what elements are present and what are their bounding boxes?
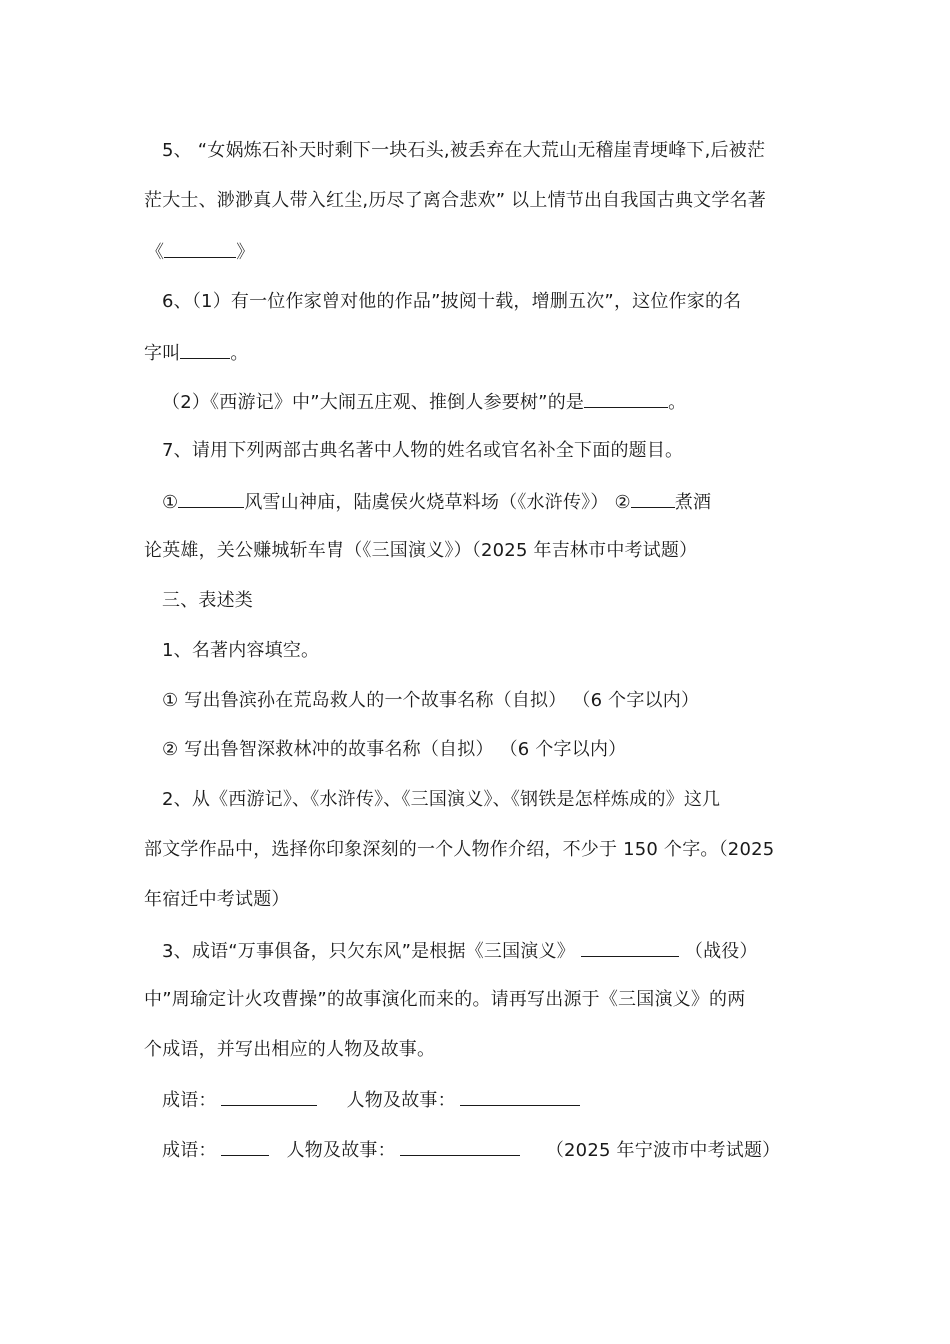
section-heading: 三、表述类 <box>162 590 253 611</box>
s3-q3-line-1 <box>162 938 758 964</box>
story-label: 人物及故事： <box>346 1090 456 1111</box>
answer-row-1 <box>162 1087 580 1113</box>
q5-line-3 <box>146 239 254 265</box>
s3-q2-line-3: 年宿迁中考试题） <box>144 889 290 910</box>
s3-q2-line-2: 部文学作品中，选择你印象深刻的一个人物作介绍，不少于 150 个字。（2025 <box>144 839 775 860</box>
story-label: 人物及故事： <box>286 1140 396 1161</box>
answer-blank[interactable] <box>164 239 236 258</box>
q7-line-3: 论英雄，关公赚城斩车胄（《三国演义》）（2025 年吉林市中考试题） <box>144 540 698 561</box>
s3-q1-title: 1、名著内容填空。 <box>162 640 320 661</box>
q6-line-2-end: 。 <box>230 343 249 364</box>
source-note: （2025 年宁波市中考试题） <box>545 1140 781 1161</box>
story-blank[interactable] <box>460 1087 580 1106</box>
s3-q3-line-1-b: （战役） <box>684 941 758 962</box>
answer-blank[interactable] <box>581 938 679 957</box>
s3-q3-line-1-a: 3、成语“万事俱备，只欠东风”是根据《三国演义》 <box>162 941 575 962</box>
q7-line-2-b: 风雪山神庙，陆虞侯火烧草料场（《水浒传》） ② <box>244 492 631 513</box>
s3-q1-item-2: ② 写出鲁智深救林冲的故事名称（自拟） （6 个字以内） <box>162 739 627 760</box>
q6-sub-2-text: （2）《西游记》中”大闹五庄观、推倒人参要树”的是 <box>162 392 585 413</box>
idiom-label: 成语： <box>162 1140 217 1161</box>
q7-line-2-c: 煮酒 <box>674 492 712 513</box>
s3-q2-line-1: 2、从《西游记》、《水浒传》、《三国演义》、《钢铁是怎样炼成的》这几 <box>162 789 721 810</box>
book-title-close: 》 <box>236 242 255 263</box>
answer-blank[interactable] <box>178 489 244 508</box>
story-blank[interactable] <box>400 1137 520 1156</box>
q5-line-1: 5、 “女娲炼石补天时剩下一块石头,被丢弃在大荒山无稽崖青埂峰下,后被茫 <box>162 140 766 161</box>
idiom-blank[interactable] <box>221 1137 269 1156</box>
q6-sub-2-end: 。 <box>668 392 687 413</box>
answer-blank[interactable] <box>584 389 668 408</box>
q5-line-2: 茫大士、渺渺真人带入红尘,历尽了离合悲欢” 以上情节出自我国古典文学名著 <box>144 190 766 211</box>
q6-line-1: 6、（1）有一位作家曾对他的作品”披阅十载，增删五次”，这位作家的名 <box>162 291 742 312</box>
answer-blank[interactable] <box>180 340 230 359</box>
q7-line-1: 7、请用下列两部古典名著中人物的姓名或官名补全下面的题目。 <box>162 440 684 461</box>
q6-line-2 <box>144 340 249 366</box>
idiom-blank[interactable] <box>221 1087 317 1106</box>
q6-sub-2 <box>162 389 686 415</box>
s3-q3-line-3: 个成语，并写出相应的人物及故事。 <box>144 1039 436 1060</box>
q6-line-2-text: 字叫 <box>144 343 181 364</box>
idiom-label: 成语： <box>162 1090 217 1111</box>
s3-q3-line-2: 中”周瑜定计火攻曹操”的故事演化而来的。请再写出源于《三国演义》的两 <box>144 989 746 1010</box>
answer-row-2 <box>162 1137 780 1163</box>
q7-line-2 <box>162 489 711 515</box>
q7-line-2-a: ① <box>162 492 179 513</box>
book-title-open: 《 <box>146 242 165 263</box>
answer-blank[interactable] <box>631 489 675 508</box>
s3-q1-item-1: ① 写出鲁滨孙在荒岛救人的一个故事名称（自拟） （6 个字以内） <box>162 690 700 711</box>
